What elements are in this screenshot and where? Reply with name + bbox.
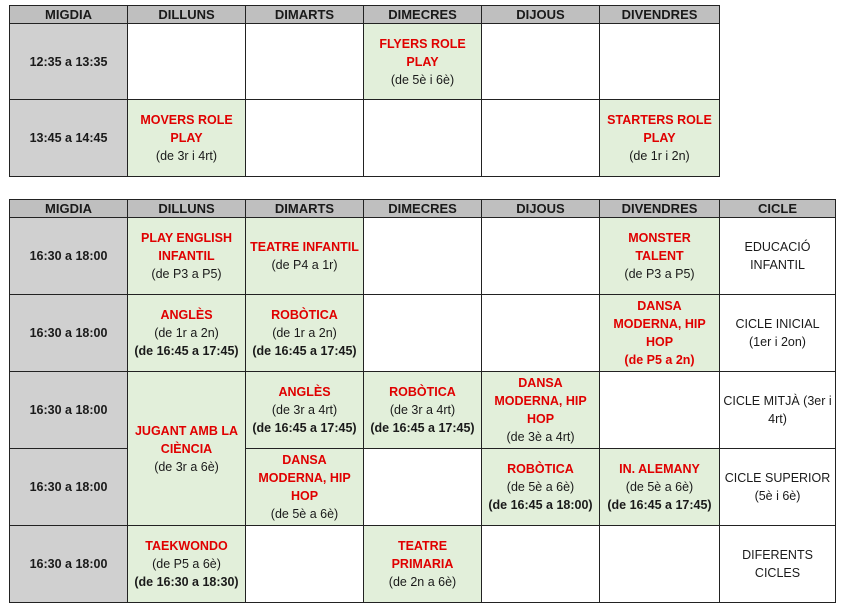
activity-detail: (de 1r a 2n) xyxy=(154,326,219,340)
activity-detail: (de P5 a 2n) xyxy=(624,353,695,367)
header-cicle: CICLE xyxy=(720,200,836,218)
cycle-cell: CICLE INICIAL (1er i 2on) xyxy=(720,295,836,372)
empty-cell xyxy=(364,449,482,526)
activity-detail: (de 3r a 6è) xyxy=(154,459,219,474)
time-cell: 12:35 a 13:35 xyxy=(10,24,128,100)
table-row xyxy=(10,526,836,603)
table-row xyxy=(10,218,836,295)
lunch-schedule-table xyxy=(9,5,720,177)
activity-cell xyxy=(246,372,364,449)
activity-detail: (de 1r i 2n) xyxy=(629,149,690,163)
activity-hours: (de 16:30 a 18:30) xyxy=(134,575,239,589)
table-row xyxy=(10,295,836,372)
activity-cell xyxy=(364,372,482,449)
table-row xyxy=(10,24,720,100)
activity-title: MONSTER TALENT xyxy=(628,231,691,263)
empty-cell xyxy=(482,218,600,295)
empty-cell xyxy=(246,24,364,100)
empty-cell xyxy=(600,526,720,603)
table-header-row xyxy=(10,200,836,218)
time-cell: 16:30 a 18:00 xyxy=(10,372,128,449)
header-divendres: DIVENDRES xyxy=(600,6,720,24)
activity-cell xyxy=(128,100,246,177)
activity-detail: (de P4 a 1r) xyxy=(271,258,338,272)
activity-cell xyxy=(246,449,364,526)
time-cell: 16:30 a 18:00 xyxy=(10,449,128,526)
activity-title: DANSA MODERNA, HIP HOP xyxy=(494,376,587,426)
activity-cell xyxy=(600,100,720,177)
time-cell: 13:45 a 14:45 xyxy=(10,100,128,177)
header-dimecres: DIMECRES xyxy=(364,6,482,24)
activity-detail: (de 5è a 6è) xyxy=(506,480,575,494)
header-dilluns: DILLUNS xyxy=(128,200,246,218)
activity-hours: (de 16:45 a 17:45) xyxy=(134,344,239,358)
activity-title: JUGANT AMB LA CIÈNCIA xyxy=(134,423,238,456)
empty-cell xyxy=(364,218,482,295)
time-cell: 16:30 a 18:00 xyxy=(10,526,128,603)
activity-hours: (de 16:45 a 17:45) xyxy=(370,421,475,435)
header-dijous: DIJOUS xyxy=(482,6,600,24)
activity-detail: (de 5è a 6è) xyxy=(270,507,339,521)
activity-cell xyxy=(364,24,482,100)
activity-cell xyxy=(482,449,600,526)
empty-cell xyxy=(364,100,482,177)
activity-hours: (de 16:45 a 17:45) xyxy=(607,498,712,512)
activity-detail: (de 3r i 4rt) xyxy=(155,149,218,163)
activity-title: TAEKWONDO xyxy=(145,539,228,553)
activity-cell xyxy=(128,372,246,526)
time-cell: 16:30 a 18:00 xyxy=(10,218,128,295)
activity-title: ANGLÈS xyxy=(278,385,331,399)
activity-title: MOVERS ROLE PLAY xyxy=(140,113,233,145)
activity-cell xyxy=(128,295,246,372)
activity-title: ROBÒTICA xyxy=(389,385,456,399)
activity-cell xyxy=(482,372,600,449)
activity-cell xyxy=(246,218,364,295)
activity-title: DANSA MODERNA, HIP HOP xyxy=(258,453,351,503)
activity-cell xyxy=(246,295,364,372)
header-dilluns: DILLUNS xyxy=(128,6,246,24)
activity-detail: (de 3r a 4rt) xyxy=(271,403,338,417)
header-dimarts: DIMARTS xyxy=(246,200,364,218)
cycle-cell: CICLE SUPERIOR (5è i 6è) xyxy=(720,449,836,526)
activity-title: PLAY ENGLISH INFANTIL xyxy=(141,231,232,263)
empty-cell xyxy=(482,100,600,177)
activity-title: FLYERS ROLE PLAY xyxy=(379,36,466,69)
activity-title: STARTERS ROLE PLAY xyxy=(607,113,712,145)
activity-cell xyxy=(128,218,246,295)
activity-detail: (de P3 a P5) xyxy=(624,267,695,281)
header-dimarts: DIMARTS xyxy=(246,6,364,24)
header-divendres: DIVENDRES xyxy=(600,200,720,218)
activity-cell xyxy=(600,449,720,526)
activity-detail: (de 5è i 6è) xyxy=(390,72,455,87)
empty-cell xyxy=(364,295,482,372)
header-dimecres: DIMECRES xyxy=(364,200,482,218)
table-row xyxy=(10,100,720,177)
time-cell: 16:30 a 18:00 xyxy=(10,295,128,372)
activity-detail: (de 2n a 6è) xyxy=(388,575,457,589)
empty-cell xyxy=(246,100,364,177)
header-dijous: DIJOUS xyxy=(482,200,600,218)
afternoon-schedule-table xyxy=(9,199,836,603)
activity-hours: (de 16:45 a 17:45) xyxy=(252,344,357,358)
table-row xyxy=(10,372,836,449)
header-migdia: MIGDIA xyxy=(10,6,128,24)
activity-title: TEATRE INFANTIL xyxy=(250,240,359,254)
cycle-cell: DIFERENTS CICLES xyxy=(720,526,836,603)
activity-title: TEATRE PRIMARIA xyxy=(391,539,454,571)
activity-title: ROBÒTICA xyxy=(271,308,338,322)
empty-cell xyxy=(482,526,600,603)
activity-title: ANGLÈS xyxy=(160,308,213,322)
activity-detail: (de 1r a 2n) xyxy=(272,326,337,340)
empty-cell xyxy=(246,526,364,603)
cycle-cell: EDUCACIÓ INFANTIL xyxy=(720,218,836,295)
activity-title: ROBÒTICA xyxy=(507,462,574,476)
activity-title: DANSA MODERNA, HIP HOP xyxy=(613,299,706,349)
activity-cell xyxy=(364,526,482,603)
header-migdia: MIGDIA xyxy=(10,200,128,218)
empty-cell xyxy=(600,372,720,449)
empty-cell xyxy=(482,295,600,372)
activity-detail: (de 5è a 6è) xyxy=(625,480,694,494)
empty-cell xyxy=(482,24,600,100)
activity-detail: (de P5 a 6è) xyxy=(152,557,221,571)
activity-detail: (de 3r a 4rt) xyxy=(389,403,456,417)
table-header-row xyxy=(10,6,720,24)
activity-hours: (de 16:45 a 18:00) xyxy=(488,498,593,512)
activity-cell xyxy=(600,295,720,372)
empty-cell xyxy=(600,24,720,100)
activity-cell xyxy=(128,526,246,603)
activity-title: IN. ALEMANY xyxy=(619,462,700,476)
activity-cell xyxy=(600,218,720,295)
empty-cell xyxy=(128,24,246,100)
activity-detail: (de 3è a 4rt) xyxy=(506,430,575,444)
activity-detail: (de P3 a P5) xyxy=(151,267,222,281)
activity-hours: (de 16:45 a 17:45) xyxy=(252,421,357,435)
cycle-cell: CICLE MITJÀ (3er i 4rt) xyxy=(720,372,836,449)
